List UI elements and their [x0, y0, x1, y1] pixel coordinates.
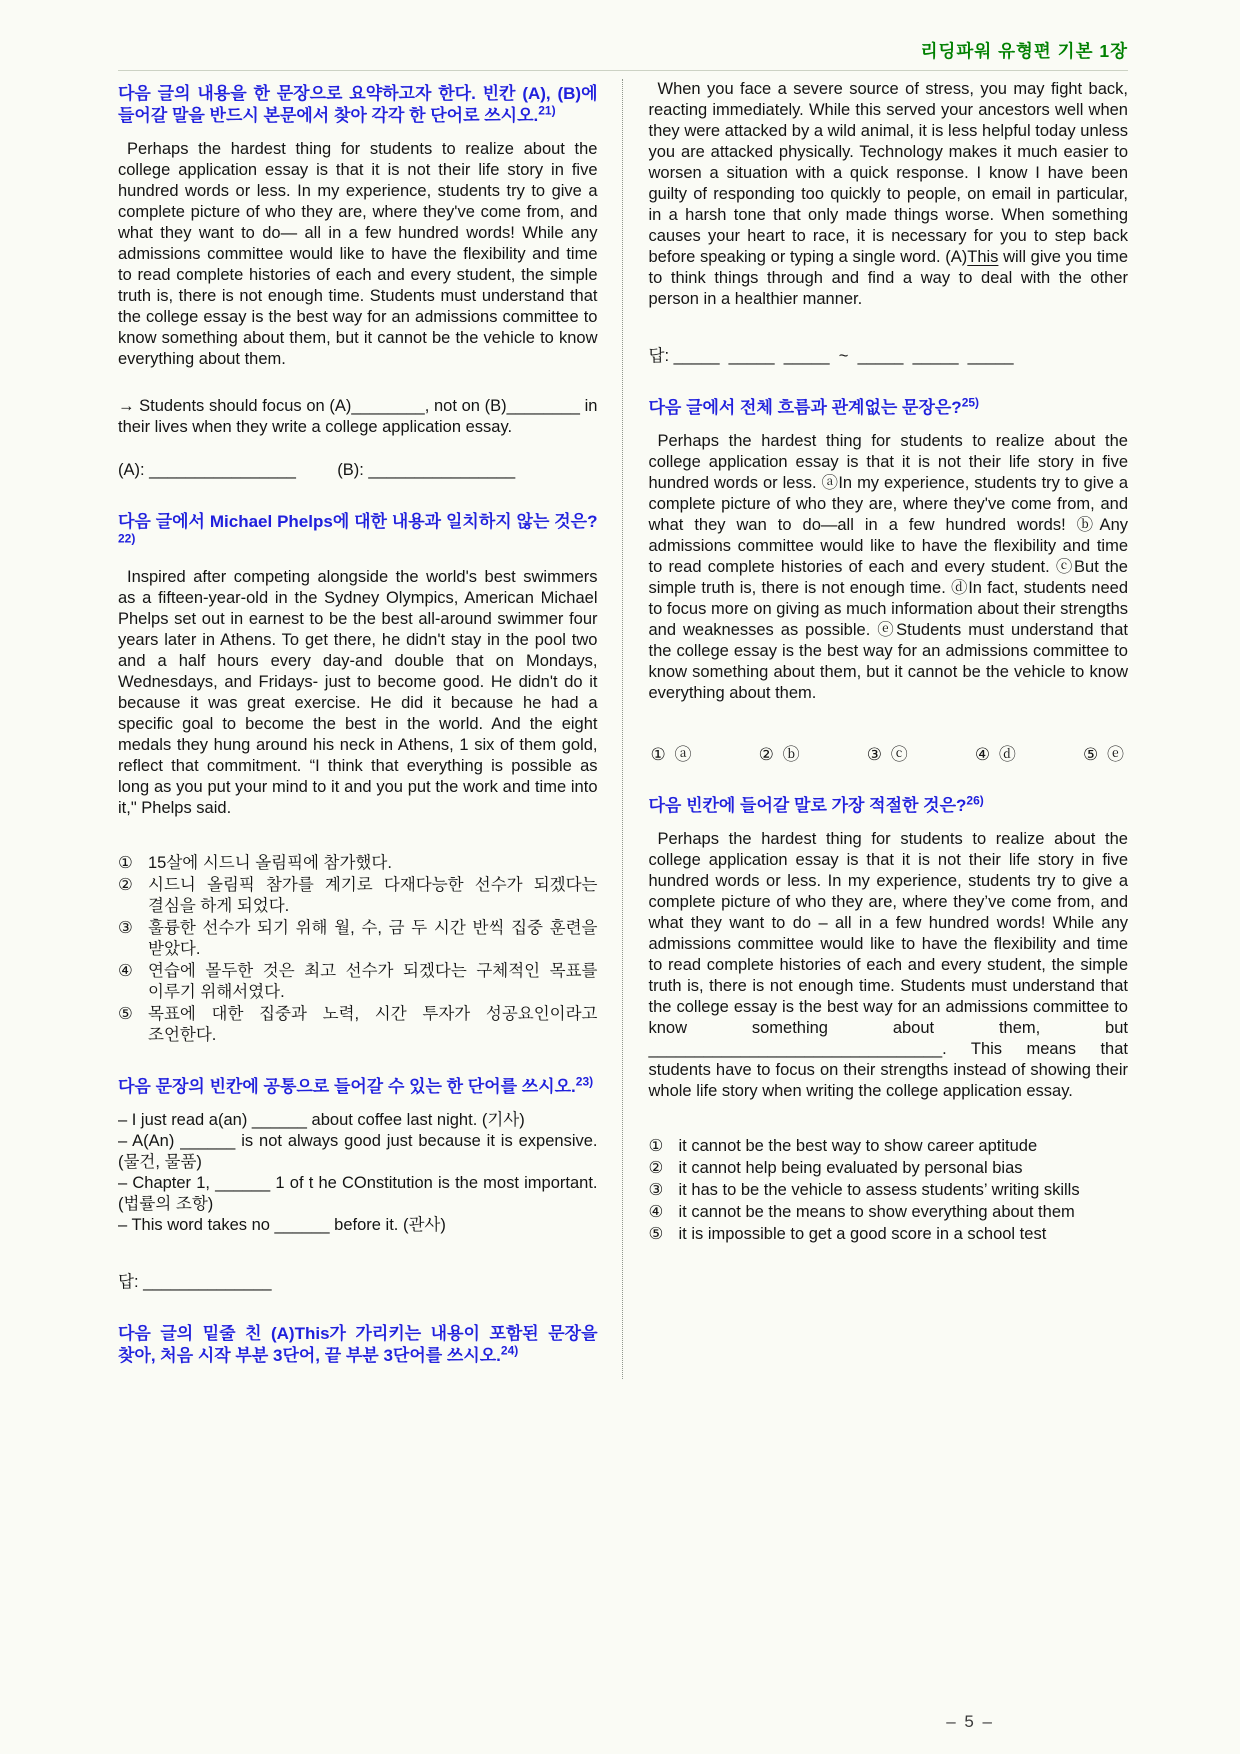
- question-22: [118, 511, 598, 1046]
- option-4: [649, 1202, 1129, 1223]
- question-24: [118, 1323, 598, 1367]
- question-25-choices: [651, 744, 1127, 765]
- question-25-passage: Perhaps the hardest thing for students to realize about the college application essay is that it is not their life story in five hundred words or less. ⓐIn my experience, students try to give a complete picture of who they are, where they've come from, and what they wan to do—all in a few hundred words! ⓑAny admissions committee would like to have the flexibility and time to read complete histories of each and every student. ⓒBut the simple truth is, there is not enough time. ⓓIn fact, students need to focus more on giving as much information about their strengths and weaknesses as possible. ⓔStudents must understand that the college essay is the best way for an admissions committee to know something about them, but it cannot be the vehicle to know everything about them.: [648, 432, 1128, 702]
- footnote-ref: 23): [575, 1074, 594, 1089]
- footnote-ref: 26): [966, 793, 984, 808]
- question-22-title: [118, 511, 598, 555]
- option-2: [118, 875, 598, 917]
- passage-text-after: will give you time to think things through and find a way to deal with the other person in a healthier manner.: [648, 248, 1128, 308]
- option-text: 15살에 시드니 올림픽에 참가했다.: [148, 854, 392, 872]
- option-1: [649, 1136, 1129, 1157]
- option-text: it cannot help being evaluated by personal bias: [678, 1159, 1023, 1177]
- option-marker: ⑤: [118, 1005, 133, 1023]
- two-column-content: [118, 79, 1128, 1379]
- option-5: [649, 1224, 1129, 1245]
- option-text: it is impossible to get a good score in a school test: [678, 1225, 1047, 1243]
- choice-3: ③ ⓒ: [866, 745, 910, 764]
- option-text: it cannot be the means to show everything about them: [678, 1203, 1075, 1221]
- question-title-text: 다음 글에서 Michael Phelps에 대한 내용과 일치하지 않는 것은?: [118, 512, 598, 531]
- question-25-title: [649, 397, 1129, 419]
- footnote-ref: 21): [538, 103, 556, 118]
- footnote-ref: 24): [500, 1343, 519, 1358]
- left-column: [118, 79, 622, 1379]
- option-text: 목표에 대한 집중과 노력, 시간 투자가 성공요인이라고 조언한다.: [148, 1005, 598, 1044]
- page-number: – 5 –: [946, 1712, 994, 1731]
- option-marker: ⑤: [648, 1225, 664, 1243]
- option-marker: ①: [118, 854, 133, 872]
- fill-blank-sentence: – This word takes no ______ before it. (관사): [118, 1216, 446, 1234]
- question-26-options: [649, 1136, 1129, 1245]
- question-24-passage: [649, 79, 1129, 310]
- footnote-ref: 25): [961, 395, 980, 410]
- choice-1: ① ⓐ: [650, 745, 694, 764]
- question-21-answer-blanks: (A): ________________ (B): ________________: [118, 461, 516, 479]
- question-21-title: [118, 83, 598, 127]
- fill-blank-sentence: – I just read a(an) ______ about coffee last night. (기사): [118, 1111, 525, 1129]
- option-text: it cannot be the best way to show career aptitude: [678, 1137, 1038, 1155]
- option-4: [118, 961, 598, 1003]
- choice-5: ⑤ ⓔ: [1083, 745, 1126, 764]
- option-marker: ②: [118, 876, 133, 894]
- question-title-text: 다음 문장의 빈칸에 공통으로 들어갈 수 있는 한 단어를 쓰시오.: [118, 1077, 576, 1096]
- underlined-this: This: [967, 248, 999, 266]
- page-header: [118, 20, 1128, 71]
- question-24-passage-block: [649, 79, 1129, 367]
- book-chapter-title: 리딩파워 유형편 기본 1장: [920, 41, 1128, 61]
- option-text: 시드니 올림픽 참가를 계기로 다재다능한 선수가 되겠다는 결심을 하게 되었다.: [148, 876, 598, 915]
- question-23-sentences: [118, 1110, 598, 1236]
- question-24-answer-blanks: 답: _____ _____ _____ ~ _____ _____ _____: [648, 347, 1014, 365]
- option-3: [118, 918, 598, 960]
- footnote-ref: 22): [118, 531, 136, 546]
- fill-blank-sentence: – Chapter 1, ______ 1 of t he COnstitution is the most important. (법률의 조항): [118, 1174, 598, 1213]
- question-22-passage: Inspired after competing alongside the world's best swimmers as a fifteen-year-old in the Sydney Olympics, American Michael Phelps set out in earnest to be the best all-around swimmer four years later in Athens. To get there, he didn't stay in the pool two and a half hours every day-and double that on Mondays, Wednesdays, and Fridays- just to become good. He didn't do it because it was great exercise. He did it because he had a specific goal to become the best in the world. And the eight medals they hung around his neck in Athens, 1 six of them gold, reflect that commitment. “I think that everything is possible as long as you put your mind to it and you put the work and time into it," Phelps said.: [118, 568, 598, 817]
- option-text: 연습에 몰두한 것은 최고 선수가 되겠다는 구체적인 목표를 이루기 위해서였다.: [148, 962, 598, 1001]
- question-23-answer-blank: 답: ______________: [118, 1273, 272, 1291]
- question-22-options: [118, 853, 598, 1046]
- question-title-text: 다음 글의 밑줄 친 (A)This가 가리키는 내용이 포함된 문장을 찾아, 처음 시작 부분 3단어, 끝 부분 3단어를 쓰시오.: [118, 1324, 598, 1365]
- option-1: [118, 853, 598, 874]
- question-title-text: 다음 글의 내용을 한 문장으로 요약하고자 한다. 빈칸 (A), (B)에 들어갈 말을 반드시 본문에서 찾아 각각 한 단어로 쓰시오.: [118, 84, 598, 125]
- question-24-title: [118, 1323, 598, 1367]
- choice-4: ④ ⓓ: [974, 745, 1018, 764]
- question-26-title: [649, 795, 1129, 817]
- option-marker: ③: [648, 1181, 664, 1199]
- fill-blank-sentence: – A(An) ______ is not always good just because it is expensive. (물건, 물품): [118, 1132, 598, 1171]
- question-title-text: 다음 글에서 전체 흐름과 관계없는 문장은?: [648, 398, 962, 417]
- option-text: it has to be the vehicle to assess students’ writing skills: [678, 1181, 1080, 1199]
- option-5: [118, 1004, 598, 1046]
- right-column: [622, 79, 1129, 1379]
- question-25: [649, 397, 1129, 765]
- option-text: 훌륭한 선수가 되기 위해 월, 수, 금 두 시간 반씩 집중 훈련을 받았다.: [148, 919, 598, 958]
- choice-2: ② ⓑ: [758, 745, 802, 764]
- option-marker: ③: [118, 919, 133, 937]
- option-marker: ①: [648, 1137, 664, 1155]
- option-marker: ④: [648, 1203, 664, 1221]
- option-2: [649, 1158, 1129, 1179]
- question-21: [118, 83, 598, 481]
- question-26: [649, 795, 1129, 1245]
- passage-text-before: When you face a severe source of stress, you may fight back, reacting immediately. While this served your ancestors well when they were attacked by a wild animal, it is less helpful today unless you are attacked physically. Technology makes it much easier to worsen a situation with a quick response. I know I have been guilty of responding too quickly to people, on email in particular, in a harsh tone that only made things worse. When something causes your heart to race, it is necessary for you to step back before speaking or typing a single word. (A): [648, 80, 1128, 266]
- question-title-text: 다음 빈칸에 들어갈 말로 가장 적절한 것은?: [648, 796, 967, 815]
- question-21-summary-sentence: → Students should focus on (A)________, not on (B)________ in their lives when they write a college application essay.: [118, 397, 598, 436]
- option-3: [649, 1180, 1129, 1201]
- question-23-title: [118, 1076, 598, 1098]
- option-marker: ④: [118, 962, 133, 980]
- question-21-passage: Perhaps the hardest thing for students to realize about the college application essay is that it is not their life story in five hundred words or less. In my experience, students try to give a complete picture of who they are, where they've come from, and what they want to do— all in a few hundred words! While any admissions committee would like to have the flexibility and time to read complete histories of each and every student, the simple truth is, there is not enough time. Students must understand that the college essay is the best way for an admissions committee to know something about them, but it cannot be the vehicle to know everything about them.: [118, 140, 598, 368]
- question-26-passage: Perhaps the hardest thing for students to realize about the college application essay is that it is not their life story in five hundred words or less. In my experience, students try to give a complete picture of who they are, where they’ve come from, and what they want to do – all in a few hundred words! While any admissions committee would like to have the flexibility and time to read complete histories of each and every student, the simple truth is, there is not enough time. Students must understand that the college essay is the best way for an admissions committee to know something about them, but ________________________________. This means that students have to focus on their strengths instead of showing their whole life story when writing the college application essay.: [648, 830, 1128, 1100]
- option-marker: ②: [648, 1159, 664, 1177]
- question-23: [118, 1076, 598, 1293]
